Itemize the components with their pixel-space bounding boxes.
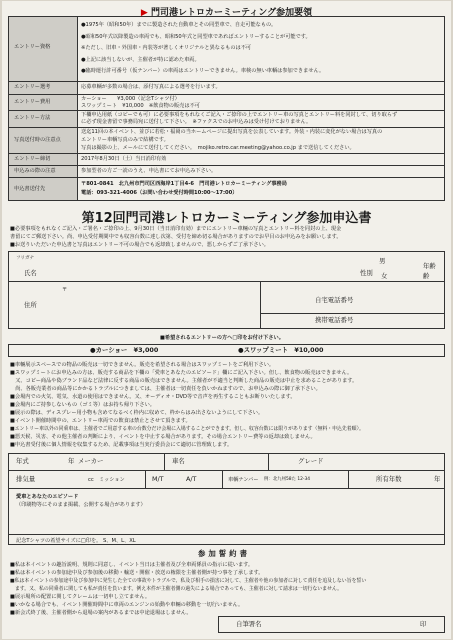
rule-line: ■会場内での火気、電気、水道の使用はできません。又、オーディオ・DVD等で音声を再生することもお断りいたします。 <box>10 394 296 400</box>
rule-line: ■展示の際は、ディスプレー用小物も含めてなるべく枠内に収めて、枠からはみ出さないようにして下さい。 <box>10 410 264 416</box>
year-label: 年式 <box>16 457 29 465</box>
age-unit: 齢 <box>423 272 430 280</box>
form-note: 書留にてご郵送下さい。尚、申込受付期間中でも収容台数に達し次第、受付を締め切る場合がありますのでお早目のお申込みをお願いします。 <box>10 234 342 240</box>
pledge-line: ます。又、私の同乗者に関しても私が責任を負います。例え本件が主催者側の過失による場合であっても、主催者に対して請求は一切行ないません。 <box>10 586 343 592</box>
rule-line: ■車輛展示スペースでの物品の販売は一切できません。販売を希望される場合はスワップミートをご利用下さい。 <box>10 362 275 368</box>
address-line: 〒801-0841 北九州市門司区西海岸1丁目4-6 門司港レトロカーミーティング事務局 <box>81 181 287 187</box>
rule-line: ■会場内にご持参しないもの（ゴミ等）はお持ち帰り下さい。 <box>10 402 155 408</box>
ownership-label: 所有年数 <box>376 475 402 483</box>
method-line: に必ず現金書留で事務局宛に送付して下さい。 ※ファクスでのお申込みは受け付けておりません。 <box>81 119 312 125</box>
photo-line: 送迄11回の本イベント、並びに若松・福岡の当ホームページに提出写真を公表しています。外装・内装に変化がない場合は写真の <box>81 129 383 135</box>
rule-line: ■エントリー車以外の同乗車は、主催者でご用意する車の台数分だけ会場に入場することができます。但し、収容台数には限りがあります（無料・申込先着順）。 <box>10 426 364 432</box>
form-title: 第12回門司港レトロカーミーティング参加申込書 <box>81 211 372 226</box>
rule-line: ■スワップミートにお申込みの方は、販売する商品を下欄の「愛車とあなたのエピソード」欄にご記入下さい。但し、飲食物の販売はできません。 <box>10 370 353 376</box>
fee-line: スワップミート ¥10,000 ※飲食物の販売は不可 <box>81 103 200 109</box>
entry-prompt: ■希望されるエントリーの方へ□印をお付け下さい。 <box>160 335 284 341</box>
name-label: 氏名 <box>24 269 37 277</box>
grade-label: グレード <box>298 457 324 465</box>
plate-label: 車輌ナンバー <box>228 477 259 483</box>
rule-line: ■イベント開催時間中の、エントリー車両での飲食は禁止とさせて頂きます。 <box>10 418 191 424</box>
pledge-line: ■展示場所の配置に関してクレームは一切申し立てません。 <box>10 594 151 600</box>
address-field-label: 住所 <box>24 301 37 309</box>
pledge-title: 参加誓約書 <box>198 549 250 558</box>
postal-mark: 〒 <box>62 287 68 293</box>
rule-line: ■申込書受付後に個人情報を収集するため、記載事項は当実行委員会にて適切に管理致します。 <box>10 442 233 448</box>
deadline-line: 2017年8月30日（土）当日消印有効 <box>81 156 167 162</box>
swapmeet-option[interactable]: ●スワップミート ¥10,000 <box>238 346 324 354</box>
form-note: ■必要事項をもれなくご記入・ご署名・ご捺印の上、9月30日（当日消印有効）までにエントリー車輛の写真とエントリー料を同封の上、現金 <box>10 226 342 232</box>
seal-mark: 印 <box>420 620 427 628</box>
label-eligibility: エントリー資格 <box>14 44 51 50</box>
rule-line: 又、コピー商品や偽ブランド品など法律に反する商品の販売はできません。主催者が不適当と判断した商品の販売は中止を求めることがあります。 <box>10 378 358 384</box>
signature-label: 自筆署名 <box>236 620 262 628</box>
rule-line: ■悪天候、災害、その他主催者の判断により、イベントを中止する場合があります。その場合エントリー費等の返却は致しません。 <box>10 434 316 440</box>
label-photo: 写真送付時の注意点 <box>14 137 61 143</box>
address-line: 電話：093-321-4006（お問い合わせ受付時間10:00〜17:00） <box>81 190 238 196</box>
fee-line: カーショー ¥3,000（記念Tシャツ付） <box>81 96 180 102</box>
eligibility-line: ※ただし、旧車・外国車・内装等が著しくオリジナルと異なるものは不可 <box>81 45 252 51</box>
male-option[interactable]: 男 <box>379 257 386 265</box>
furigana-label: フリガナ <box>16 256 35 261</box>
entry-options-box <box>8 344 445 357</box>
maker-label: メーカー <box>78 457 104 465</box>
sex-label: 性別 <box>360 269 373 277</box>
eligibility-line: ●1975年（昭和50年）までに製造された自動車とその同型車で、自走可能なもの。 <box>81 22 277 28</box>
ownership-unit: 年 <box>434 475 441 483</box>
rule-line: 尚、各販売業者の商品等にかかるトラブルにつきましては、主催者は一切責任を負いかねますので、お申込みの際に御了承下さい。 <box>10 386 321 392</box>
pledge-line: ■私は本イベントの趣旨説明、規則に同意し、イベント当日は主催者及び全車両係員の指示に従います。 <box>10 562 254 568</box>
label-address: 申込書送付先 <box>14 186 46 192</box>
pledge-line: ■私は本イベントの参加途中及び参加後の移動・輸送・開催・放送の権限を主催者側が持つ事を了承します。 <box>10 570 264 576</box>
pledge-line: ■新会式終了後、主催者側から退場の案内があるまでは中途退場はしません。 <box>10 610 192 616</box>
flag-icon: ▶ <box>140 8 148 18</box>
photo-line: 写真は撮影の上、メールにて送付してください。 mojiko.retro.car.meeting@yahoo.co.jp まで送信してください。 <box>81 145 355 151</box>
eligibility-line: ●昭和50年式以降製造の車両でも、昭和50年式と同型車であればエントリーすることが可能です。 <box>81 34 311 40</box>
photo-line: エントリー車輌写真のみで結構です。 <box>81 137 169 143</box>
episode-label: 愛車とあなたのエピソード <box>16 494 79 500</box>
displacement-label: 排気量 <box>16 475 36 483</box>
cc-unit: cc <box>88 477 94 483</box>
mt-option[interactable]: M/T <box>152 475 164 483</box>
pledge-line: ■いかなる場合でも、イベント開催時間中に車両のエンジンの始動や車輛の移動を一切行いません。 <box>10 602 244 608</box>
episode-note: （印刷物等にそのまま掲載、公開する場合があります） <box>16 502 146 508</box>
model-label: 車名 <box>172 457 185 465</box>
label-selection: エントリー選考 <box>14 84 51 90</box>
label-deadline: エントリー締切 <box>14 156 51 162</box>
female-option[interactable]: 女 <box>381 272 388 280</box>
carshow-option[interactable]: ●カーショー ¥3,000 <box>90 346 159 354</box>
label-method: エントリー方法 <box>14 115 51 121</box>
eligibility-line: ●上記に該当しないが、主催者が特に認めた車両。 <box>81 57 200 63</box>
entry-form-sheet <box>2 1 451 639</box>
mission-label: ミッション <box>99 477 125 483</box>
method-line: 下欄申込用紙（コピーでも可）に必要事項をもれなくご記入・ご捺印の上でエントリー車の写真とエントリー料を同封して、切り取らず <box>81 112 398 118</box>
eligibility-line: ●臨時運行許可番号（仮ナンバー）の車両はエントリーできません。車検の無い車輌は参加できません。 <box>81 68 325 74</box>
plate-example: 例：北九州58た 12-34 <box>264 477 311 482</box>
label-notes: 申込みの際の注意 <box>14 168 56 174</box>
year-unit: 年 <box>68 457 75 465</box>
guidelines-title: ▶ 門司港レトロカーミーティング参加要領 <box>140 8 313 18</box>
pledge-line: ■私は本イベントの参加途中及び参加中に発生した全ての事故やトラブルで、私及び相手の損害に対して、主催者や他の参加者に対して責任を追及しない旨を誓い <box>10 578 367 584</box>
notes-line: 参加型者の方ご一読のうえ、申込書にてお申込み下さい。 <box>81 168 217 174</box>
tshirt-size-label[interactable]: 記念Tシャツの希望サイズに□印を。 S、M、L、XL <box>16 538 136 544</box>
age-label: 年齢 <box>423 262 436 270</box>
label-fee: エントリー費用 <box>14 99 51 105</box>
form-note: ■お送りいただいた申込書と写真はエントリー不可の場合でも返却致しませんので、悪しからずご了承下さい。 <box>10 242 269 248</box>
selection-line: 応募車輌が多数の場合は、添付写真による選考を行います。 <box>81 84 221 90</box>
at-option[interactable]: A/T <box>186 475 197 483</box>
mobile-phone-label: 携帯電話番号 <box>315 316 354 324</box>
home-phone-label: 自宅電話番号 <box>315 296 354 304</box>
